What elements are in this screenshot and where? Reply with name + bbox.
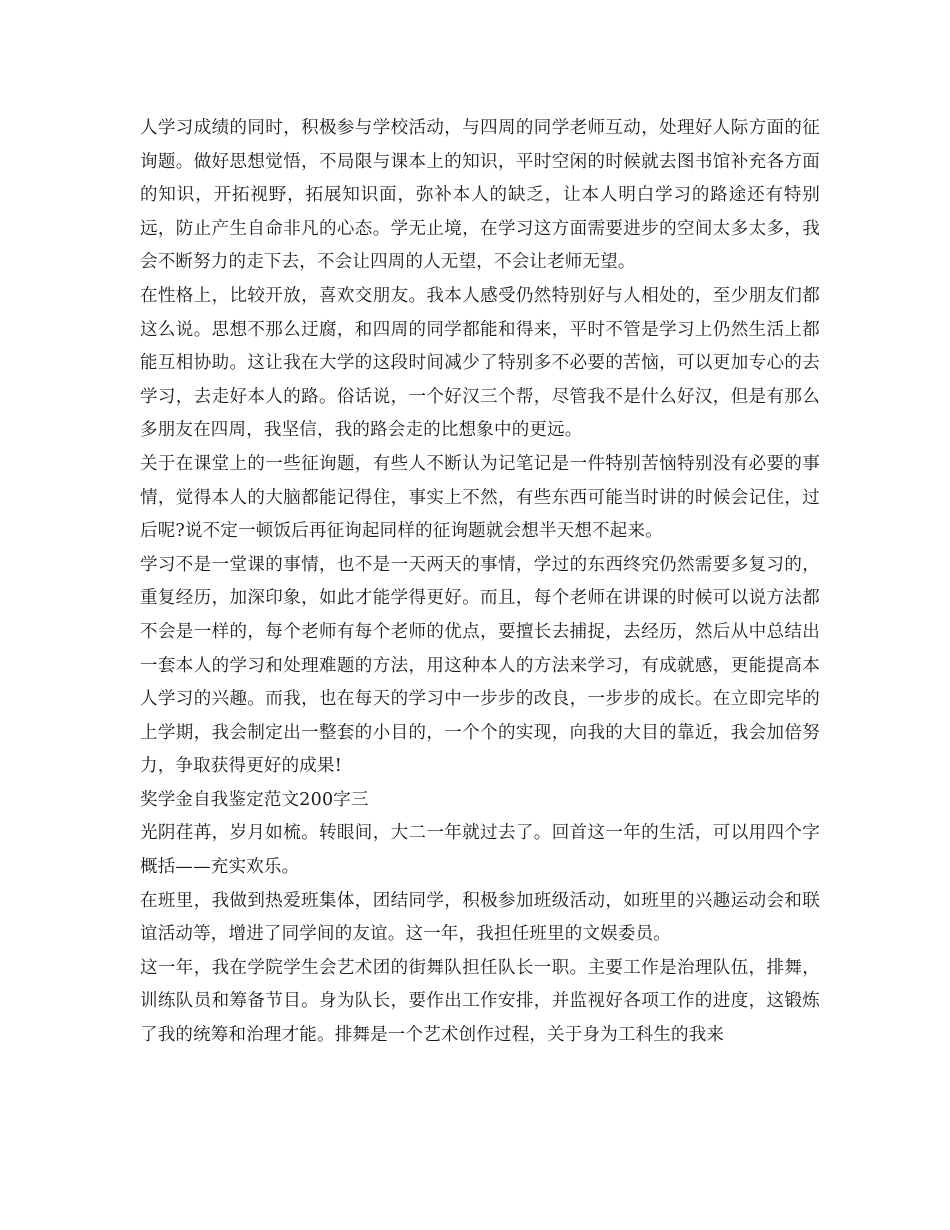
paragraph-personality: 在性格上，比较开放，喜欢交朋友。我本人感受仍然特别好与人相处的，至少朋友们都这么说。思想不那么迂腐，和四周的同学都能和得来，平时不管是学习上仍然生活上都能互相协助。这让我在大学的这段时间减少了特别多不必要的苦恼，可以更加专心的去学习，去走好本人的路。俗话说，一个好汉三个帮，尽管我不是什么好汉，但是有那么多朋友在四周，我坚信，我的路会走的比想象中的更远。: [140, 285, 820, 441]
paragraph-dance-team: 这一年，我在学院学生会艺术团的街舞队担任队长一职。主要工作是治理队伍，排舞，训练队员和筹备节目。身为队长，要作出工作安排，并监视好各项工作的进度，这锻炼了我的统筹和治理才能。排舞是一个艺术创作过程，关于身为工科生的我来: [140, 957, 820, 1046]
paragraph-study-activities: 人学习成绩的同时，积极参与学校活动，与四周的同学老师互动，处理好人际方面的征询题。做好思想觉悟，不局限与课本上的知识，平时空闲的时候就去图书馆补充各方面的知识，开拓视野，拓展知识面，弥补本人的缺乏，让本人明白学习的路途还有特别远，防止产生自命非凡的心态。学无止境，在学习这方面需要进步的空间太多太多，我会不断努力的走下去，不会让四周的人无望，不会让老师无望。: [140, 118, 820, 273]
document-body: [140, 112, 820, 1053]
section-heading: 奖学金自我鉴定范文200字三: [140, 789, 369, 810]
paragraph-learning-methods: 学习不是一堂课的事情，也不是一天两天的事情，学过的东西终究仍然需要多复习的，重复经历，加深印象，如此才能学得更好。而且，每个老师在讲课的时候可以说方法都不会是一样的，每个老师有每个老师的优点，要擅长去捕捉，去经历，然后从中总结出一套本人的学习和处理难题的方法，用这种本人的方法来学习，有成就感，更能提高本人学习的兴趣。而我，也在每天的学习中一步步的改良，一步步的成长。在立即完毕的上学期，我会制定出一整套的小目的，一个个的实现，向我的大目的靠近，我会加倍努力，争取获得更好的成果!: [140, 554, 820, 777]
paragraph-classroom-notes: 关于在课堂上的一些征询题，有些人不断认为记笔记是一件特别苦恼特别没有必要的事情，觉得本人的大脑都能记得住，事实上不然，有些东西可能当时讲的时候会记住，过后呢?说不定一顿饭后再征询起同样的征询题就会想半天想不起来。: [140, 453, 820, 542]
paragraph-year-review: 光阴荏苒，岁月如梳。转眼间，大二一年就过去了。回首这一年的生活，可以用四个字概括——充实欢乐。: [140, 823, 820, 878]
paragraph-class-role: 在班里，我做到热爱班集体，团结同学，积极参加班级活动，如班里的兴趣运动会和联谊活动等，增进了同学间的友谊。这一年，我担任班里的文娱委员。: [140, 890, 820, 945]
